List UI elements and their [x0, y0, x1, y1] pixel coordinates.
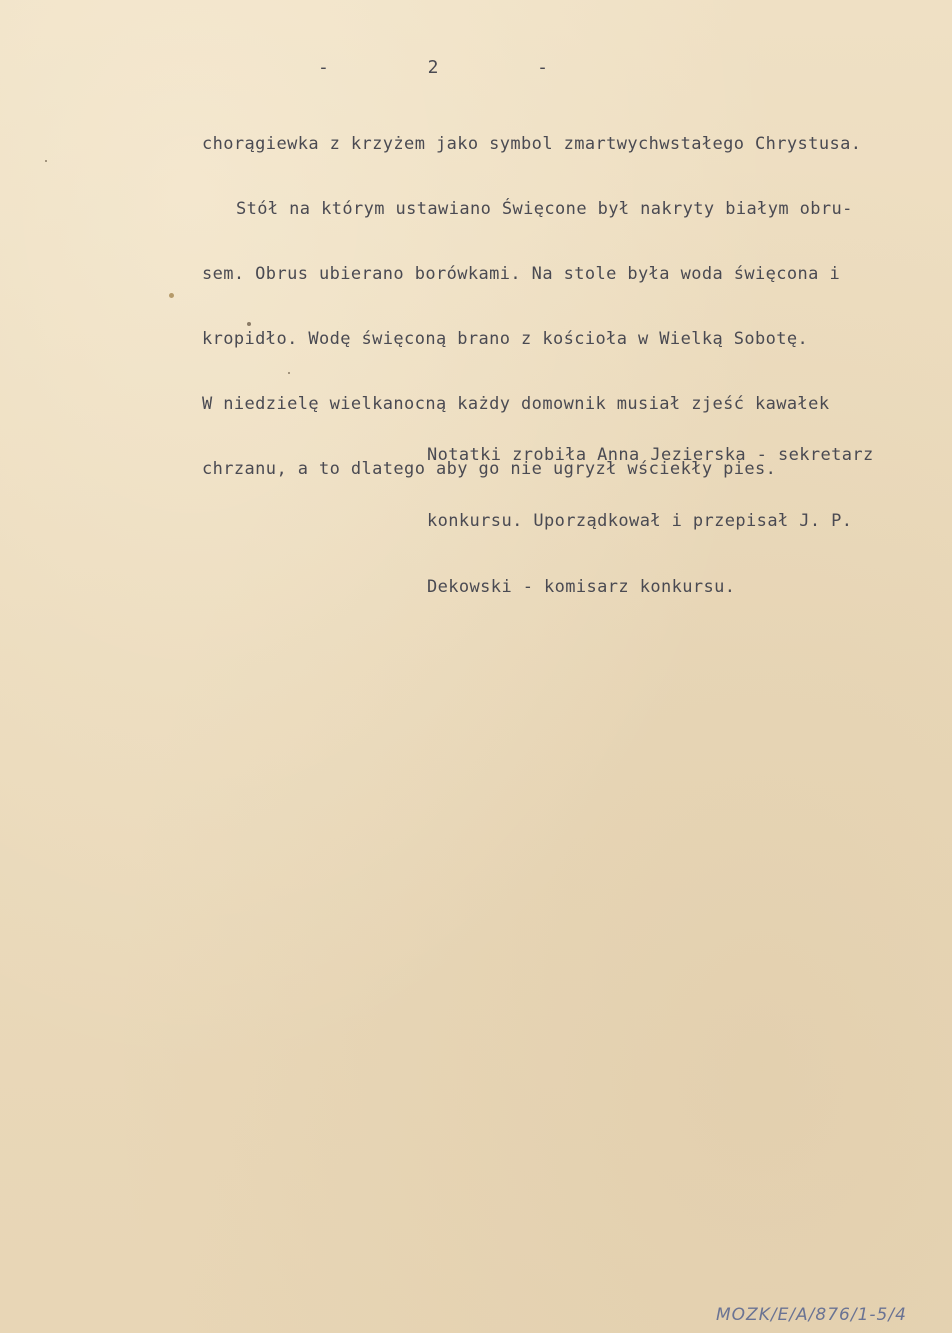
signature-line: Dekowski - komisarz konkursu.: [427, 577, 736, 597]
body-line: chorągiewka z krzyżem jako symbol zmartwychwstałego Chrystusa.: [202, 134, 862, 154]
paper-speck: [247, 322, 251, 326]
body-line: Stół na którym ustawiano Święcone był nakryty białym obru-: [236, 199, 853, 219]
page-number-dash-left: -: [318, 57, 329, 78]
body-line: chrzanu, a to dlatego aby go nie ugryzł wściekły pies.: [202, 459, 777, 479]
paper-speck: [288, 372, 290, 374]
signature-note: [427, 402, 937, 640]
signature-line: Notatki zrobiła Anna Jezierska - sekretarz: [427, 445, 874, 465]
page-number: 2: [427, 57, 439, 78]
page-number-header: [318, 57, 548, 78]
body-line: sem. Obrus ubierano borówkami. Na stole była woda święcona i: [202, 264, 841, 284]
archive-reference: MOZK/E/A/876/1-5/4: [716, 1305, 907, 1325]
body-line: kropidło. Wodę święconą brano z kościoła w Wielką Sobotę.: [202, 329, 809, 349]
body-line: W niedzielę wielkanocną każdy domownik musiał zjeść kawałek: [202, 394, 830, 414]
signature-line: konkursu. Uporządkował i przepisał J. P.: [427, 511, 853, 531]
paper-speck: [169, 293, 174, 298]
paper-speck: [45, 160, 47, 162]
page-number-dash-right: -: [537, 57, 548, 78]
